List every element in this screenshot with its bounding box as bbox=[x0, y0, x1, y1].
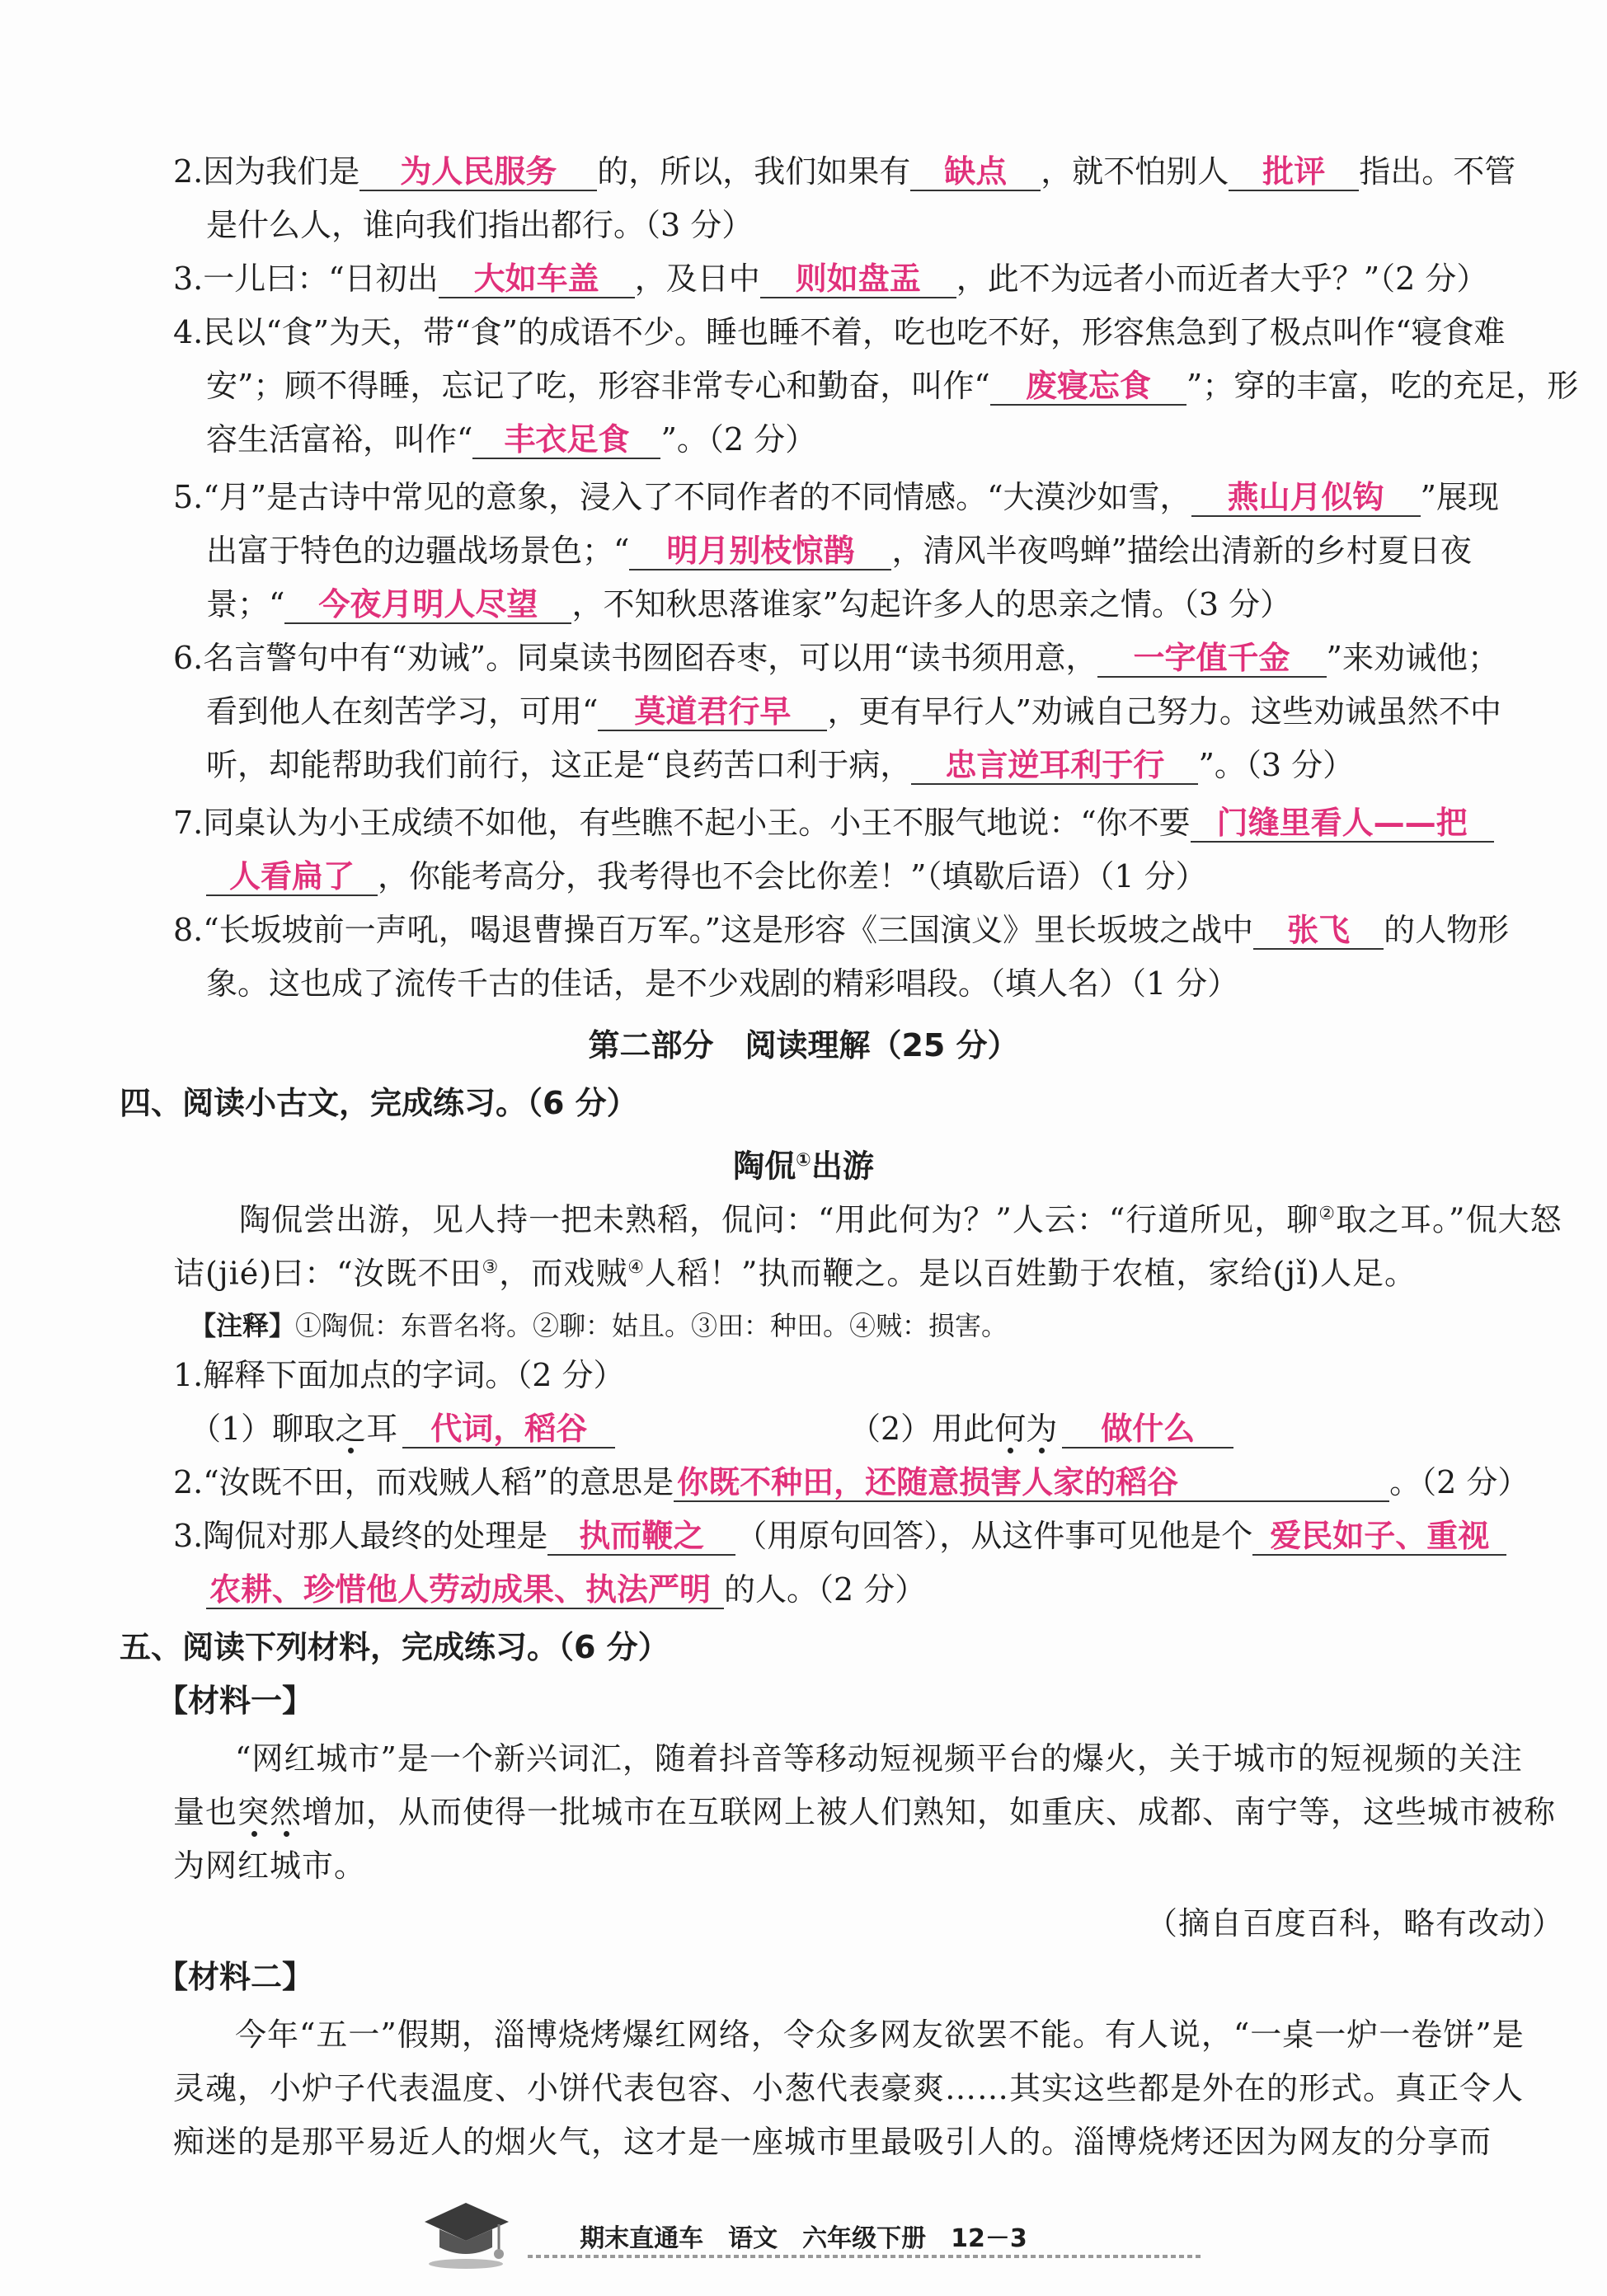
s4-question-1a: （1）聊取之耳 代词，稻谷 bbox=[190, 1406, 615, 1452]
answer-blank[interactable]: 燕山月似钩 bbox=[1191, 479, 1421, 517]
s4-question-2: 2.“汝既不田，而戏贼人稻”的意思是 你既不种田，还随意损害人家的稻谷 。（2 分） bbox=[173, 1464, 1529, 1500]
question-8-line-1: 8.“长坂坡前一声吼，喝退曹操百万军。”这是形容《三国演义》里长坂坡之战中 张飞 的人物形 bbox=[173, 912, 1510, 948]
s4-question-1b: （2）用此何为 做什么 bbox=[849, 1406, 1233, 1452]
material-2-line-3: 痴迷的是那平易近人的烟火气，这才是一座城市里最吸引人的。淄博烧烤还因为网友的分享而 bbox=[173, 2124, 1492, 2160]
section-4-title: 四、阅读小古文，完成练习。（6 分） bbox=[120, 1085, 638, 1121]
answer-blank[interactable]: 人看扁了 bbox=[206, 858, 378, 896]
page-footer: 期末直通车 语文 六年级下册 12－3 bbox=[580, 2224, 1027, 2253]
question-5-line-2: 出富于特色的边疆战场景色；“ 明月别枝惊鹊 ，清风半夜鸣蝉”描绘出清新的乡村夏日夜 bbox=[206, 533, 1472, 569]
classical-text-line-2: 诘(jié)曰：“汝既不田③，而戏贼④人稻！”执而鞭之。是以百姓勤于农植，家给(jǐ)人足。 bbox=[173, 1255, 1417, 1292]
answer-blank[interactable]: 门缝里看人——把 bbox=[1191, 805, 1494, 843]
poem-title: 陶侃①出游 bbox=[733, 1148, 874, 1185]
answer-blank[interactable]: 爱民如子、重视 bbox=[1252, 1518, 1506, 1556]
question-6-line-3: 听，却能帮助我们前行，这正是“良药苦口利于病， 忠言逆耳利于行 ”。（3 分） bbox=[206, 747, 1355, 783]
question-4-line-1: 4.民以“食”为天，带“食”的成语不少。睡也睡不着，吃也吃不好，形容焦急到了极点叫作“寝食难 bbox=[173, 314, 1506, 350]
question-6-line-2: 看到他人在刻苦学习，可用“ 莫道君行早 ，更有早行人”劝诫自己努力。这些劝诫虽然不中 bbox=[206, 693, 1501, 730]
answer-blank[interactable]: 为人民服务 bbox=[359, 153, 597, 191]
material-1-label: 【材料一】 bbox=[157, 1683, 314, 1719]
classical-text-line-1: 陶侃尝出游，见人持一把未熟稻，侃问：“用此何为？”人云：“行道所见，聊②取之耳。”侃大怒 bbox=[239, 1201, 1562, 1238]
material-2-label: 【材料二】 bbox=[157, 1959, 314, 1995]
material-2-line-2: 灵魂，小炉子代表温度、小饼代表包容、小葱代表豪爽……其实这些都是外在的形式。真正令人 bbox=[173, 2070, 1525, 2106]
s4-question-3-line-1: 3.陶侃对那人最终的处理是 执而鞭之 （用原句回答），从这件事可见他是个 爱民如子、重视 bbox=[173, 1513, 1506, 1559]
answer-blank[interactable]: 批评 bbox=[1229, 153, 1359, 191]
answer-blank[interactable]: 缺点 bbox=[910, 153, 1041, 191]
answer-blank[interactable]: 丰衣足食 bbox=[472, 421, 660, 459]
answer-blank[interactable]: 今夜月明人尽望 bbox=[284, 586, 571, 624]
answer-blank[interactable]: 做什么 bbox=[1062, 1411, 1233, 1448]
answer-blank[interactable]: 你既不种田，还随意损害人家的稻谷 bbox=[674, 1464, 1389, 1502]
answer-blank[interactable]: 农耕、珍惜他人劳动成果、执法严明 bbox=[206, 1571, 724, 1609]
answer-blank[interactable]: 明月别枝惊鹊 bbox=[629, 533, 891, 570]
question-8-line-2: 象。这也成了流传千古的佳话，是不少戏剧的精彩唱段。（填人名）（1 分） bbox=[206, 965, 1239, 1002]
answer-blank[interactable]: 则如盘盂 bbox=[760, 261, 956, 298]
answer-blank[interactable]: 废寝忘食 bbox=[990, 368, 1186, 406]
answer-blank[interactable]: 一字值千金 bbox=[1097, 640, 1327, 678]
question-4-line-2: 安”；顾不得睡，忘记了吃，形容非常专心和勤奋，叫作“ 废寝忘食 ”；穿的丰富，吃的充足，形 bbox=[206, 368, 1579, 404]
material-1-line-1: “网红城市”是一个新兴词汇，随着抖音等移动短视频平台的爆火，关于城市的短视频的关注 bbox=[235, 1740, 1523, 1777]
question-3: 3.一儿曰：“日初出 大如车盖 ，及日中 则如盘盂 ，此不为远者小而近者大乎？”（2 分） bbox=[173, 261, 1488, 297]
s4-question-1-title: 1.解释下面加点的字词。（2 分） bbox=[173, 1357, 625, 1393]
question-2-line-1: 2.因为我们是 为人民服务 的，所以，我们如果有 缺点 ，就不怕别人 批评 指出。不管 bbox=[173, 153, 1516, 190]
part-2-title: 第二部分 阅读理解（25 分） bbox=[588, 1027, 1019, 1063]
material-2-line-1: 今年“五一”假期，淄博烧烤爆红网络，令众多网友欲罢不能。有人说，“一桌一炉一卷饼”是 bbox=[235, 2017, 1525, 2053]
answer-blank[interactable]: 张飞 bbox=[1253, 912, 1384, 950]
question-4-line-3: 容生活富裕，叫作“ 丰衣足食 ”。（2 分） bbox=[206, 421, 817, 458]
answer-blank[interactable]: 大如车盖 bbox=[439, 261, 635, 298]
question-5-line-3: 景；“ 今夜月明人尽望 ，不知秋思落谁家”勾起许多人的思亲之情。（3 分） bbox=[206, 586, 1292, 622]
answer-blank[interactable]: 代词，稻谷 bbox=[402, 1411, 615, 1448]
question-7-line-1: 7.同桌认为小王成绩不如他，有些瞧不起小王。小王不服气地说：“你不要 门缝里看人——把 bbox=[173, 800, 1494, 846]
question-7-line-2: 人看扁了 ，你能考高分，我考得也不会比你差！”（填歇后语）（1 分） bbox=[206, 853, 1207, 899]
footer-divider bbox=[528, 2255, 1204, 2258]
question-5-line-1: 5.“月”是古诗中常见的意象，浸入了不同作者的不同情感。“大漠沙如雪， 燕山月似钩 ”展现 bbox=[173, 479, 1499, 515]
material-1-line-3: 为网红城市。 bbox=[173, 1848, 367, 1884]
answer-blank[interactable]: 忠言逆耳利于行 bbox=[911, 747, 1198, 785]
question-2-line-2: 是什么人，谁向我们指出都行。（3 分） bbox=[206, 207, 754, 243]
annotation: 【注释】①陶侃：东晋名将。②聊：姑且。③田：种田。④贼：损害。 bbox=[190, 1310, 1008, 1341]
material-1-line-2: 量也突然增加，从而使得一批城市在互联网上被人们熟知，如重庆、成都、南宁等，这些城市被称 bbox=[173, 1794, 1557, 1830]
s4-question-3-line-2: 农耕、珍惜他人劳动成果、执法严明 的人。（2 分） bbox=[206, 1566, 926, 1613]
answer-blank[interactable]: 莫道君行早 bbox=[598, 693, 827, 731]
section-5-title: 五、阅读下列材料，完成练习。（6 分） bbox=[120, 1629, 670, 1665]
question-6-line-1: 6.名言警句中有“劝诫”。同桌读书囫囵吞枣，可以用“读书须用意， 一字值千金 ”来劝诫他； bbox=[173, 640, 1499, 676]
answer-blank[interactable]: 执而鞭之 bbox=[547, 1518, 735, 1556]
material-1-source: （摘自百度百科，略有改动） bbox=[1146, 1905, 1565, 1942]
